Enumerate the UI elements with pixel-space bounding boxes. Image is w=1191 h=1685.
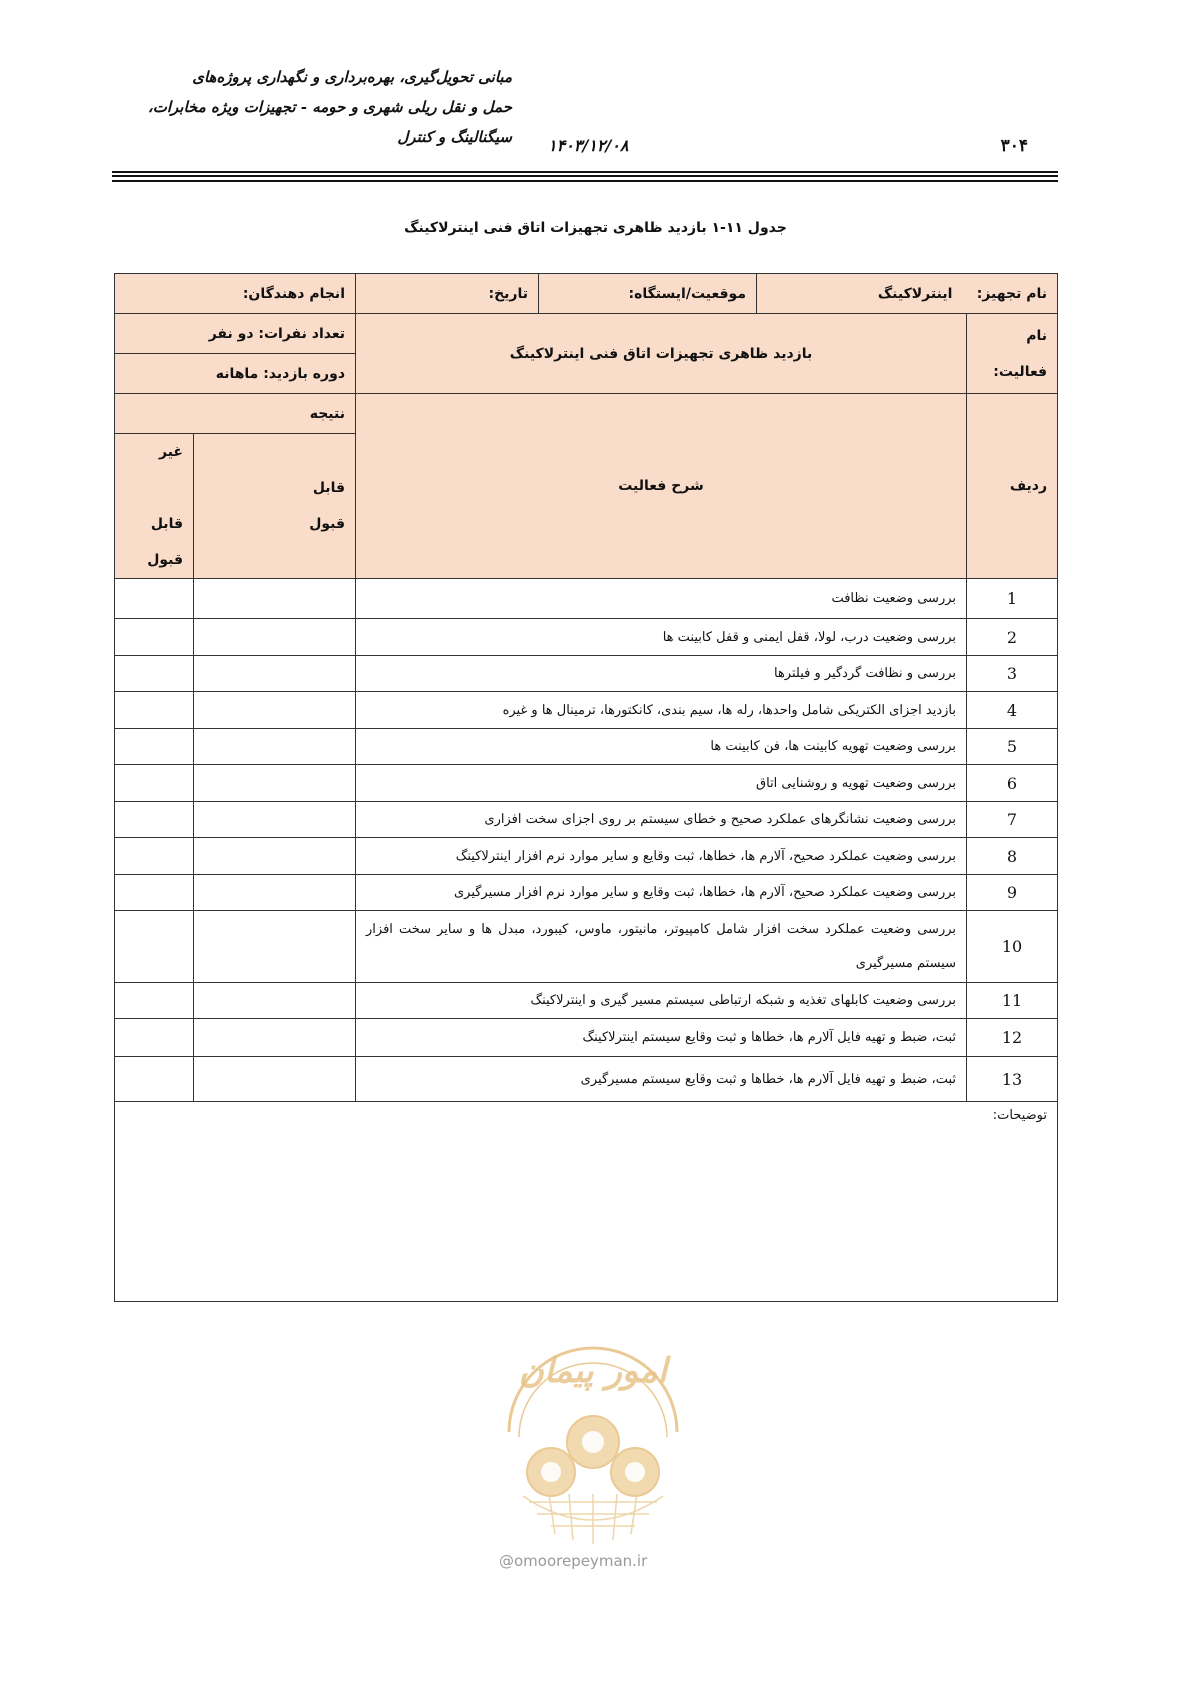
at-icon: @ — [499, 1552, 514, 1570]
accepted-checkbox-cell[interactable] — [194, 579, 356, 619]
row-number-header — [967, 394, 1058, 579]
activity-value-cell — [356, 314, 967, 394]
activity-description: بررسی وضعیت نشانگرهای عملکرد صحیح و خطای سیستم بر روی اجزای سخت افزاری — [356, 802, 967, 838]
row-number: 10 — [967, 911, 1058, 983]
header-rule-middle — [112, 175, 1058, 177]
inspection-table — [114, 273, 1058, 1302]
activity-value: بازدید ظاهری تجهیزات اتاق فنی اینترلاکینگ — [509, 345, 813, 362]
row-number-label: ردیف — [1009, 478, 1048, 494]
page-number: ۳۰۴ — [1000, 136, 1028, 156]
rejected-checkbox-cell[interactable] — [115, 692, 194, 729]
row-number: 8 — [967, 838, 1058, 875]
table-row — [115, 729, 1058, 765]
table-row — [115, 838, 1058, 875]
activity-description: بررسی وضعیت تهویه و روشنایی اتاق — [356, 765, 967, 802]
accepted-checkbox-cell[interactable] — [194, 802, 356, 838]
row-number: 3 — [967, 656, 1058, 692]
activity-name-cell — [967, 314, 1058, 394]
accepted-checkbox-cell[interactable] — [194, 619, 356, 656]
rejected-checkbox-cell[interactable] — [115, 765, 194, 802]
activity-description: بررسی و نظافت گردگیر و فیلترها — [356, 656, 967, 692]
row-number: 4 — [967, 692, 1058, 729]
notes-label: توضیحات: — [992, 1108, 1048, 1123]
result-header — [115, 394, 356, 434]
date-label: تاریخ: — [488, 285, 528, 302]
header-rule-bottom — [112, 180, 1058, 182]
book-title-line-3: سیگنالینگ و کنترل — [397, 128, 512, 146]
activity-description: بررسی وضعیت کابلهای تغذیه و شبکه ارتباطی سیستم مسیر گیری و اینترلاکینگ — [356, 983, 967, 1019]
website-text: omoorepeyman.ir — [514, 1552, 648, 1570]
rejected-checkbox-cell[interactable] — [115, 802, 194, 838]
rejected-checkbox-cell[interactable] — [115, 875, 194, 911]
rejected-checkbox-cell[interactable] — [115, 1019, 194, 1057]
notes-row — [115, 1102, 1058, 1302]
page-header — [112, 62, 1058, 182]
document-date: ۱۴۰۳/۱۲/۰۸ — [548, 136, 629, 155]
activity-description: بررسی وضعیت درب، لولا، قفل ایمنی و قفل کابینت ها — [356, 619, 967, 656]
accepted-checkbox-cell[interactable] — [194, 1019, 356, 1057]
equipment-value: اینترلاکینگ — [877, 285, 953, 302]
activity-description: ثبت، ضبط و تهیه فایل آلارم ها، خطاها و ثبت وقایع سیستم مسیرگیری — [356, 1057, 967, 1102]
table-row — [115, 656, 1058, 692]
accepted-checkbox-cell[interactable] — [194, 656, 356, 692]
company-logo — [489, 1312, 697, 1560]
rejected-word-2: قابل — [150, 516, 183, 532]
book-title-line-1: مبانی تحویل‌گیری، بهره‌برداری و نگهداری پروژه‌های — [192, 68, 512, 86]
activity-label-line-1: نام — [1026, 327, 1048, 344]
notes-cell[interactable] — [115, 1102, 1058, 1302]
accepted-label-line-1: قابل — [312, 480, 345, 496]
table-row — [115, 875, 1058, 911]
table-row — [115, 579, 1058, 619]
accepted-checkbox-cell[interactable] — [194, 911, 356, 983]
activity-description: بررسی وضعیت عملکرد صحیح، آلارم ها، خطاها، ثبت وقایع و سایر موارد نرم افزار مسیرگیری — [356, 875, 967, 911]
header-row-4 — [115, 394, 1058, 434]
table-row — [115, 765, 1058, 802]
accepted-checkbox-cell[interactable] — [194, 692, 356, 729]
table-row — [115, 911, 1058, 983]
rejected-checkbox-cell[interactable] — [115, 619, 194, 656]
row-number: 1 — [967, 579, 1058, 619]
activity-description: بررسی وضعیت نظافت — [356, 579, 967, 619]
result-label: نتیجه — [309, 405, 345, 422]
logo-text: امور پیمان — [518, 1351, 668, 1391]
equipment-label: نام تجهیز: — [976, 285, 1048, 302]
rejected-checkbox-cell[interactable] — [115, 983, 194, 1019]
rejected-checkbox-cell[interactable] — [115, 1057, 194, 1102]
row-number: 9 — [967, 875, 1058, 911]
table-row — [115, 1019, 1058, 1057]
accepted-checkbox-cell[interactable] — [194, 765, 356, 802]
performers-cell — [115, 274, 356, 314]
row-number: 12 — [967, 1019, 1058, 1057]
accepted-checkbox-cell[interactable] — [194, 983, 356, 1019]
rejected-checkbox-cell[interactable] — [115, 838, 194, 875]
activity-description: بررسی وضعیت عملکرد صحیح، آلارم ها، خطاها، ثبت وقایع و سایر موارد نرم افزار اینترلاکینگ — [356, 838, 967, 875]
row-number: 6 — [967, 765, 1058, 802]
book-title — [92, 62, 512, 152]
staff-count-cell — [115, 314, 356, 354]
rejected-checkbox-cell[interactable] — [115, 911, 194, 983]
row-number: 5 — [967, 729, 1058, 765]
table-row — [115, 619, 1058, 656]
description-header — [356, 394, 967, 579]
row-number: 13 — [967, 1057, 1058, 1102]
activity-description: بازدید اجزای الکتریکی شامل واحدها، رله ها، سیم بندی، کانکتورها، ترمینال ها و غیره — [356, 692, 967, 729]
row-number: 7 — [967, 802, 1058, 838]
header-rule-top — [112, 171, 1058, 173]
accepted-checkbox-cell[interactable] — [194, 729, 356, 765]
activity-description: بررسی وضعیت عملکرد سخت افزار شامل کامپیوتر، مانیتور، ماوس، کیبورد، مبدل ها و سایر سخت افزار سیستم مسیرگیری — [356, 911, 967, 983]
equipment-cell — [757, 274, 1058, 314]
row-number: 2 — [967, 619, 1058, 656]
rejected-header — [115, 434, 194, 579]
description-label: شرح فعالیت — [618, 478, 704, 494]
location-label: موقعیت/ایستگاه: — [628, 285, 746, 302]
rejected-label-line-2: قبول — [147, 552, 183, 568]
table-row — [115, 1057, 1058, 1102]
table-row — [115, 983, 1058, 1019]
visit-period: دوره بازدید: ماهانه — [215, 365, 345, 382]
accepted-header — [194, 434, 356, 579]
date-cell — [356, 274, 539, 314]
table-row — [115, 802, 1058, 838]
header-row-2 — [115, 314, 1058, 354]
rejected-checkbox-cell[interactable] — [115, 729, 194, 765]
rejected-checkbox-cell[interactable] — [115, 579, 194, 619]
activity-label-line-2: فعالیت: — [993, 363, 1048, 380]
location-cell — [539, 274, 757, 314]
rejected-checkbox-cell[interactable] — [115, 656, 194, 692]
accepted-checkbox-cell[interactable] — [194, 875, 356, 911]
accepted-checkbox-cell[interactable] — [194, 1057, 356, 1102]
visit-period-cell — [115, 354, 356, 394]
rejected-word-1: غیر — [159, 444, 183, 460]
staff-count: تعداد نفرات: دو نفر — [208, 325, 345, 342]
accepted-checkbox-cell[interactable] — [194, 838, 356, 875]
activity-description: ثبت، ضبط و تهیه فایل آلارم ها، خطاها و ثبت وقایع سیستم اینترلاکینگ — [356, 1019, 967, 1057]
activity-description: بررسی وضعیت تهویه کابینت ها، فن کابینت ها — [356, 729, 967, 765]
table-row — [115, 692, 1058, 729]
row-number: 11 — [967, 983, 1058, 1019]
performers-label: انجام دهندگان: — [242, 285, 345, 302]
header-row-1 — [115, 274, 1058, 314]
website-watermark — [499, 1552, 647, 1570]
book-title-line-2: حمل و نقل ریلی شهری و حومه - تجهیزات ویژه مخابرات، — [147, 98, 512, 116]
rejected-label-line-1 — [125, 434, 183, 542]
table-caption: جدول ۱۱-۱ بازدید ظاهری تجهیزات اتاق فنی اینترلاکینگ — [404, 220, 787, 236]
accepted-label-line-2: قبول — [309, 516, 345, 532]
